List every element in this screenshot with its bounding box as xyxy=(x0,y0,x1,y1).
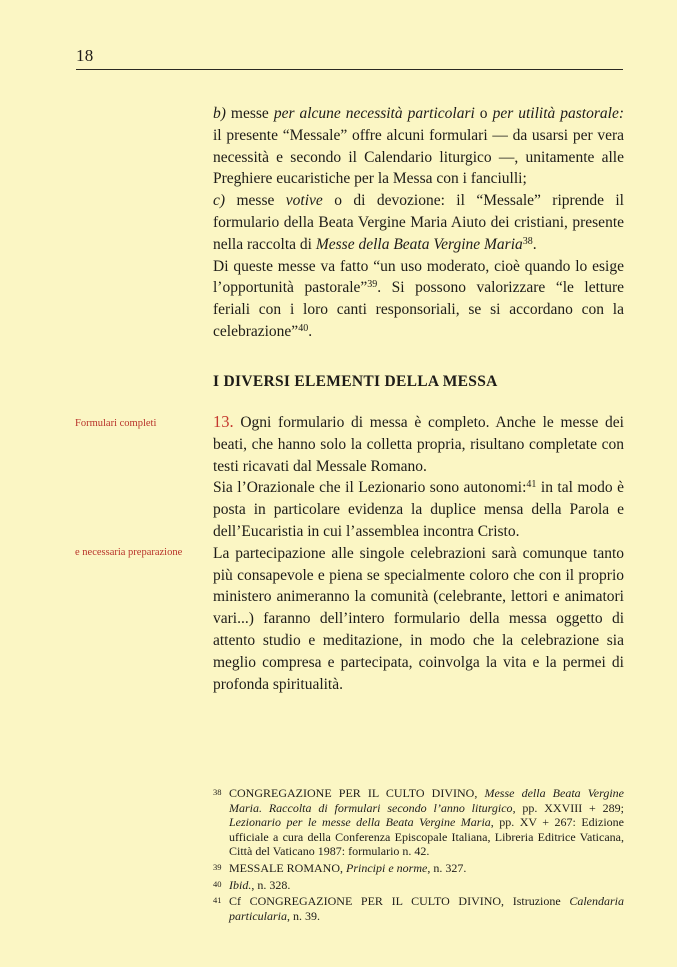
footnote-italic: Messe della Beata Vergine Maria. Raccolta di formulari secondo l’anno liturgico xyxy=(229,786,624,815)
main-text-block xyxy=(213,411,624,695)
footnote-text: , n. 39. xyxy=(287,908,321,923)
item-b-italic-1: per alcune necessità particolari xyxy=(273,105,475,122)
item-b-text-3: il presente “Messale” offre alcuni formulari — da usarsi per vera necessità e secondo il Calendario liturgico —, unitamente alle Preghiere eucaristiche per la Messa con i fanciulli; xyxy=(213,126,624,188)
footnote-text: , pp. XV + 267: Edizione ufficiale a cura della Conferenza Episcopale Italiana, Libreria Editrice Vaticana, Città del Vaticano 1987: formulario n. 42. xyxy=(229,815,624,859)
item-c-label: c) xyxy=(213,192,226,210)
item-c-italic-1: votive xyxy=(285,192,323,210)
item-b-text-2: o xyxy=(474,105,493,122)
item-c-text-3: . xyxy=(532,235,537,253)
paragraph-13-text-2a: Sia l’Orazionale che il Lezionario sono autonomi: xyxy=(213,479,527,497)
item-b-italic-2: per utilità pastorale: xyxy=(492,105,624,122)
marginal-note-formulari: Formulari completi xyxy=(75,418,157,429)
paragraph-13-text-1: Ogni formulario di messa è completo. Anche le messe dei beati, che hanno solo la colletta propria, risultano completate con testi ricavati dal Messale Romano. xyxy=(213,414,624,475)
footnote-text: MESSALE ROMANO, xyxy=(229,860,347,875)
paragraph-13-part-2 xyxy=(213,477,624,542)
item-c-text-2: o di devozione: il “Messale” riprende il formulario della Beata Vergine Maria Aiuto dei cristiani, presente nella raccolta di xyxy=(213,192,624,253)
item-b-label: b) xyxy=(213,105,226,122)
paragraph-13-part-3: La partecipazione alle singole celebrazioni sarà comunque tanto più consapevole e piena se specialmente coloro che con il proprio ministero animeranno la comunità (celebrante, lettori e animatori vari...) faranno dell’intero formulario della messa oggetto di attento studio e meditazione, in modo che la celebrazione sia meglio compresa e partecipata, coinvolga la vita e la permei di profonda spiritualità. xyxy=(213,544,624,693)
paragraph-13-text-2b: in tal modo è posta in particolare evidenza la duplice mensa della Parola e dell’Eucaristia in cui l’assemblea incontra Cristo. xyxy=(213,479,624,540)
footnote-mark: 38 xyxy=(213,787,222,797)
top-text-block xyxy=(213,103,624,343)
footnote-text: CONGREGAZIONE PER IL CULTO DIVINO, xyxy=(229,786,485,800)
footnotes xyxy=(213,786,624,925)
footnote-italic: Lezionario per le messe della Beata Vergine Maria xyxy=(229,815,491,830)
footnote-mark: 39 xyxy=(213,861,222,872)
paragraph-13-part-1 xyxy=(213,411,624,477)
footnote-mark: 41 xyxy=(213,895,222,906)
item-b xyxy=(213,103,624,190)
marginal-note-preparazione: e necessaria preparazione xyxy=(75,547,183,558)
votive-text-2: . Si possono valorizzare “le letture feriali con i loro canti responsoriali, se si accordano con la celebrazione” xyxy=(213,279,624,340)
item-c-italic-2: Messe della Beata Vergine Maria xyxy=(315,235,523,253)
footnote-38 xyxy=(213,786,624,859)
item-c-text-1: messe xyxy=(225,192,286,210)
footnote-text: , pp. XXVIII + 289; xyxy=(512,800,625,815)
footnote-italic: Calendaria particularia xyxy=(229,894,624,923)
footnote-ref-40[interactable]: 40 xyxy=(298,322,309,334)
footnote-italic: Ibid. xyxy=(229,877,252,892)
footnote-ref-41[interactable]: 41 xyxy=(526,479,537,491)
header-rule xyxy=(76,69,623,70)
paragraph-number: 13. xyxy=(213,412,234,431)
page-number: 18 xyxy=(76,46,94,65)
footnote-text: Cf CONGREGAZIONE PER IL CULTO DIVINO, Istruzione xyxy=(229,894,570,909)
footnote-ref-39[interactable]: 39 xyxy=(367,279,378,291)
item-c xyxy=(213,190,624,255)
footnote-41 xyxy=(213,894,624,923)
footnote-ref-38[interactable]: 38 xyxy=(522,235,533,247)
section-heading: I DIVERSI ELEMENTI DELLA MESSA xyxy=(213,373,498,390)
votive-text-3: . xyxy=(308,322,313,340)
footnote-39 xyxy=(213,861,624,876)
footnote-text: , n. 327. xyxy=(427,860,467,875)
footnote-italic: Principi e norme xyxy=(346,860,428,875)
footnote-mark: 40 xyxy=(213,878,222,889)
footnote-text: , n. 328. xyxy=(251,877,291,892)
votive-usage-paragraph xyxy=(213,256,624,343)
votive-text-1: Di queste messe va fatto “un uso moderato, cioè quando lo esige l’opportunità pastorale” xyxy=(213,257,624,297)
footnote-40 xyxy=(213,878,624,893)
item-b-text-1: messe xyxy=(225,105,274,122)
